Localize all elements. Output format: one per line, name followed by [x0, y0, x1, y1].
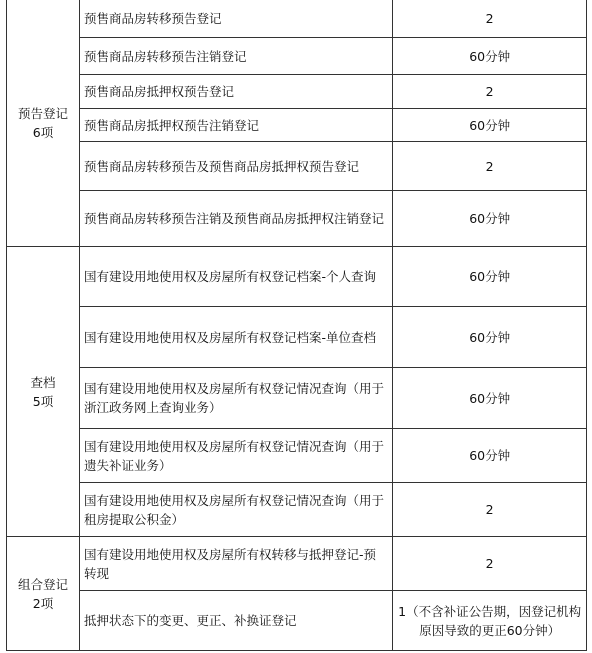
- category-count: 6项: [32, 125, 54, 140]
- item-name: 国有建设用地使用权及房屋所有权登记情况查询（用于遗失补证业务）: [80, 429, 393, 483]
- item-time: 60分钟: [393, 38, 587, 75]
- item-time: 60分钟: [393, 109, 587, 142]
- category-cell: [7, 0, 80, 247]
- category-cell: [7, 247, 80, 537]
- table-row: [7, 38, 587, 75]
- item-name: 国有建设用地使用权及房屋所有权登记档案-单位查档: [80, 307, 393, 368]
- item-time: 60分钟: [393, 429, 587, 483]
- table-row: [7, 0, 587, 38]
- item-time: 60分钟: [393, 191, 587, 247]
- item-time: 2: [393, 537, 587, 591]
- table-row: [7, 537, 587, 591]
- table-row: [7, 483, 587, 537]
- table-row: [7, 191, 587, 247]
- item-name: 预售商品房转移预告注销登记: [80, 38, 393, 75]
- table-row: [7, 591, 587, 651]
- item-name: 国有建设用地使用权及房屋所有权登记档案-个人查询: [80, 247, 393, 307]
- item-name: 预售商品房转移预告登记: [80, 0, 393, 38]
- item-time: 2: [393, 142, 587, 191]
- item-name: 国有建设用地使用权及房屋所有权登记情况查询（用于浙江政务网上查询业务）: [80, 368, 393, 429]
- item-time: 60分钟: [393, 368, 587, 429]
- item-time: 1（不含补证公告期，因登记机构原因导致的更正60分钟）: [393, 591, 587, 651]
- item-time: 2: [393, 0, 587, 38]
- category-count: 2项: [32, 595, 54, 611]
- category-label: 预告登记: [17, 106, 68, 121]
- category-count: 5项: [32, 393, 54, 409]
- item-time: 60分钟: [393, 307, 587, 368]
- item-name: 预售商品房抵押权预告登记: [80, 75, 393, 109]
- item-name: 国有建设用地使用权及房屋所有权登记情况查询（用于租房提取公积金）: [80, 483, 393, 537]
- item-time: 2: [393, 75, 587, 109]
- category-label: 组合登记: [17, 576, 68, 592]
- item-time: 2: [393, 483, 587, 537]
- table-row: [7, 142, 587, 191]
- item-name: 预售商品房转移预告及预售商品房抵押权预告登记: [80, 142, 393, 191]
- service-time-table: [6, 0, 587, 651]
- item-name: 预售商品房抵押权预告注销登记: [80, 109, 393, 142]
- item-name: 抵押状态下的变更、更正、补换证登记: [80, 591, 393, 651]
- table-row: [7, 109, 587, 142]
- category-label: 查档: [30, 374, 56, 390]
- table-row: [7, 247, 587, 307]
- table-row: [7, 307, 587, 368]
- category-cell: [7, 537, 80, 651]
- item-name: 国有建设用地使用权及房屋所有权转移与抵押登记-预转现: [80, 537, 393, 591]
- table-row: [7, 429, 587, 483]
- item-time: 60分钟: [393, 247, 587, 307]
- table-row: [7, 368, 587, 429]
- item-name: 预售商品房转移预告注销及预售商品房抵押权注销登记: [80, 191, 393, 247]
- table-row: [7, 75, 587, 109]
